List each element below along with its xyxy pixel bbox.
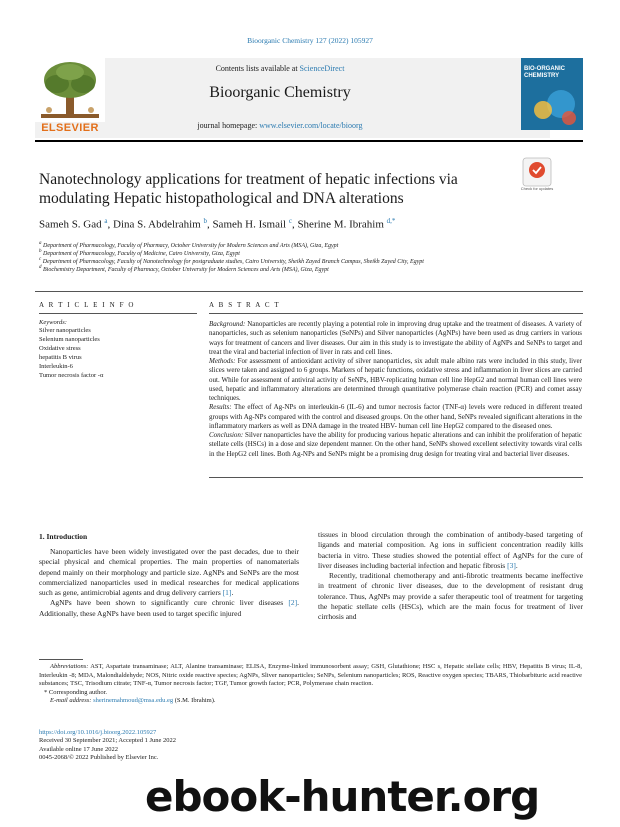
body-right-column bbox=[318, 530, 583, 623]
journal-cover-title: BIO-ORGANIC CHEMISTRY bbox=[524, 66, 565, 79]
received-dates: Received 30 September 2021; Accepted 1 June 2022 bbox=[39, 737, 177, 745]
footnote-rule bbox=[39, 659, 83, 660]
article-info-rule bbox=[39, 313, 197, 314]
affiliation-d: $^d$ Biochemistry Department, Faculty of Pharmacy, October University for Modern Sciences and Arts (MSA), Giza, Egypt bbox=[39, 265, 329, 273]
citation-link[interactable]: [3] bbox=[507, 560, 516, 570]
check-for-updates-label[interactable]: Check for updates bbox=[520, 186, 554, 191]
abstract-heading: A B S T R A C T bbox=[209, 301, 281, 309]
body-left-column bbox=[39, 547, 299, 619]
journal-name: Bioorganic Chemistry bbox=[209, 84, 351, 101]
check-for-updates-icon[interactable] bbox=[522, 157, 552, 187]
abbreviations-footnote: Abbreviations: AST, Aspartate transaminase; ALT, Alanine transaminase; ELISA, Enzyme-linked immunosorbent assay; GSH, Glutathione; HSC s, Hepatic stellate cells; HBV, Hepatitis B virus; IL-8, Interleukin -8; MDA, Malondialdehyde; NOS, Nitric oxide reactive species; AgNPs, Sliver nanoparticles; SeNPs, Selenium nanoparticles; ROS, Reactive oxygen species; TBARS, Thiobarbituric acid reactive substances; TSC, Trisodium citrate; TNF-α, Tumor necrosis factor; TGF, Tumor growth factor; PCR, Polymerase chain reaction. bbox=[39, 663, 582, 687]
corresponding-author-note: * Corresponding author. bbox=[44, 688, 108, 696]
section-rule bbox=[35, 291, 583, 292]
email-footnote: E-mail address: sherinemahmoud@msa.edu.eg (S.M. Ibrahim). bbox=[50, 697, 216, 704]
abstract-methods: Methods: For assessment of antioxidant activity of silver nanoparticles, six adult male albino rats were included in this study, liver slices were taken and assigned to 6 groups. Markers of hepatic functions, oxidative stress and inflammation in liver slices are carried out. While for assessment of antiviral activity of SeNPs, HBV-replicating human cell line HepG2 and normal human cell lines were used, hepatic and inflammatory alterations are determined through quantitative polymerase chain reaction (PCR) and comet assay techniques. bbox=[209, 357, 582, 402]
affiliation-c: $^c$ Department of Pharmacology, Faculty of Nanotechnology for postgraduate studies, Cairo University, Sheikh Zayed Branch Campus, Sheikh Zayed City, Egypt bbox=[39, 257, 424, 265]
article-info-heading: A R T I C L E I N F O bbox=[39, 301, 136, 309]
journal-homepage-line: journal homepage: www.elsevier.com/locate/bioorg bbox=[197, 121, 363, 130]
intro-paragraph: Recently, traditional chemotherapy and anti-fibrotic treatments became ineffective in treatment of chronic liver diseases, due to the development of resistant drug tolerance. Thus, AgNPs may provide a safer therapeutic tool of treatment for targeting the hepatic stellate cells (HSCs), which are the main focus for treatment of liver cirrhosis and bbox=[318, 571, 583, 622]
abstract-results: Results: The effect of Ag-NPs on interleukin-6 (IL-6) and tumor necrosis factor (TNF-α) levels were reduced in different treated groups with Ag-NPs compared with the control and diseased groups. On the other hand, SeNPs revealed significant alterations in the inflammatory markers as well as DNA damage in the treated HBV- human cell line HepG2 compared to the diseased ones. bbox=[209, 403, 582, 430]
abstract-rule bbox=[209, 313, 583, 314]
abstract-conclusion: Conclusion: Silver nanoparticles have the ability for producing various hepatic alterations and can inhibit the proliferation of hepatic stellate cells (HSCs) in a dose and size dependent manner. On the other hand, SeNPs showed excellent selectivity towards viral cells in the HepG2 cell lines. Both Ag-NPs and SeNPs might be a promising drug design for treating viral and bacterial liver diseases. bbox=[209, 431, 582, 458]
abstract-end-rule bbox=[209, 477, 583, 478]
sciencedirect-link[interactable]: ScienceDirect bbox=[299, 64, 345, 73]
elsevier-wordmark: ELSEVIER bbox=[41, 122, 99, 134]
author-name[interactable]: Sameh H. Ismail bbox=[212, 218, 287, 231]
author-name[interactable]: Sherine M. Ibrahim bbox=[297, 218, 384, 231]
header-rule bbox=[35, 140, 583, 142]
affiliation-b: $^b$ Department of Pharmacology, Faculty of Medicine, Cairo University, Giza, Egypt bbox=[39, 249, 240, 257]
contents-line: Contents lists available at ScienceDirect bbox=[215, 64, 345, 73]
abstract-background: Background: Nanoparticles are recently playing a potential role in improving drug uptake and the treatment of diseases. A variety of nanoparticles, such as selenium nanoparticles (SeNPs) and Silver nanoparticles (AgNPs) have been used as drug carriers in various ways for treatment of cancers and liver diseases. Our aim in this study is to investigate the ability of AgNPs and SeNPs to target and treat the viral and bacterial infection of liver in rats and cell lines. bbox=[209, 320, 582, 356]
online-date: Available online 17 June 2022 bbox=[39, 745, 118, 753]
author-name[interactable]: Sameh S. Gad bbox=[39, 218, 102, 231]
journal-homepage-link[interactable]: www.elsevier.com/locate/bioorg bbox=[259, 121, 363, 130]
title-line-2: modulating Hepatic histopathological and DNA alterations bbox=[39, 190, 404, 207]
intro-paragraph: AgNPs have been shown to significantly cure chronic liver diseases [2]. Additionally, these AgNPs have been used to target specific injured bbox=[39, 598, 299, 618]
author-affiliation-mark[interactable]: d,* bbox=[386, 217, 396, 225]
author-affiliation-mark[interactable]: c bbox=[288, 217, 292, 225]
keyword-item: Interleukin-6 bbox=[39, 363, 73, 370]
citation-link[interactable]: [2] bbox=[288, 598, 298, 608]
watermark-text: ebook-hunter.org bbox=[145, 772, 540, 821]
keyword-item: hepatitis B virus bbox=[39, 354, 82, 361]
intro-paragraph: Nanoparticles have been widely investigated over the past decades, due to their special physical and chemical properties. The main properties of nanomaterials depend mainly on their morphology and particle size. AgNPs and SeNPs are the most commercialized nanoparticles used in medical researches for medical applications such as gene, antimicrobial agents and drug delivery carriers [1]. bbox=[39, 547, 299, 598]
keyword-item: Silver nanoparticles bbox=[39, 327, 91, 334]
footnotes bbox=[39, 663, 582, 706]
doi-link[interactable]: https://doi.org/10.1016/j.bioorg.2022.105927 bbox=[39, 729, 157, 736]
title-line-1: Nanotechnology applications for treatment of hepatic infections via bbox=[39, 171, 458, 188]
author-name[interactable]: Dina S. Abdelrahim bbox=[113, 218, 201, 231]
introduction-heading: 1. Introduction bbox=[39, 532, 88, 541]
issn-copyright: 0045-2068/© 2022 Published by Elsevier Inc. bbox=[39, 754, 159, 762]
author-list: Sameh S. Gad $^a$, Dina S. Abdelrahim $^b$, Sameh H. Ismail $^c$, Sherine M. Ibrahim $^{d,*}$ bbox=[39, 217, 396, 231]
author-affiliation-mark[interactable]: b bbox=[203, 217, 207, 225]
keyword-item: Oxidative stress bbox=[39, 345, 81, 352]
citation-link[interactable]: [1] bbox=[222, 588, 232, 598]
author-email-link[interactable]: sherinemahmoud@msa.edu.eg bbox=[93, 697, 174, 704]
keyword-item: Tumor necrosis factor -α bbox=[39, 372, 104, 379]
publication-info bbox=[39, 729, 176, 763]
article-title bbox=[39, 170, 509, 208]
intro-paragraph: tissues in blood circulation through the combination of antibody-based targeting of ligands and material composition. Ag ions in sufficient concentration readily kills bacteria in vitro. These studies showed the potential effect of AgNPs for the cure of liver diseases including bacterial infection and hepatic fibrosis [3]. bbox=[318, 530, 583, 570]
journal-reference[interactable]: Bioorganic Chemistry 127 (2022) 105927 bbox=[247, 36, 373, 45]
keyword-item: Selenium nanoparticles bbox=[39, 336, 100, 343]
abstract-body bbox=[209, 320, 582, 459]
author-affiliation-mark[interactable]: a bbox=[104, 217, 108, 225]
affiliation-a: $^a$ Department of Pharmacology, Faculty of Pharmacy, October University for Modern Sciences and Arts (MSA), Giza, Egypt bbox=[39, 241, 339, 249]
keywords-label: Keywords: bbox=[39, 319, 67, 326]
